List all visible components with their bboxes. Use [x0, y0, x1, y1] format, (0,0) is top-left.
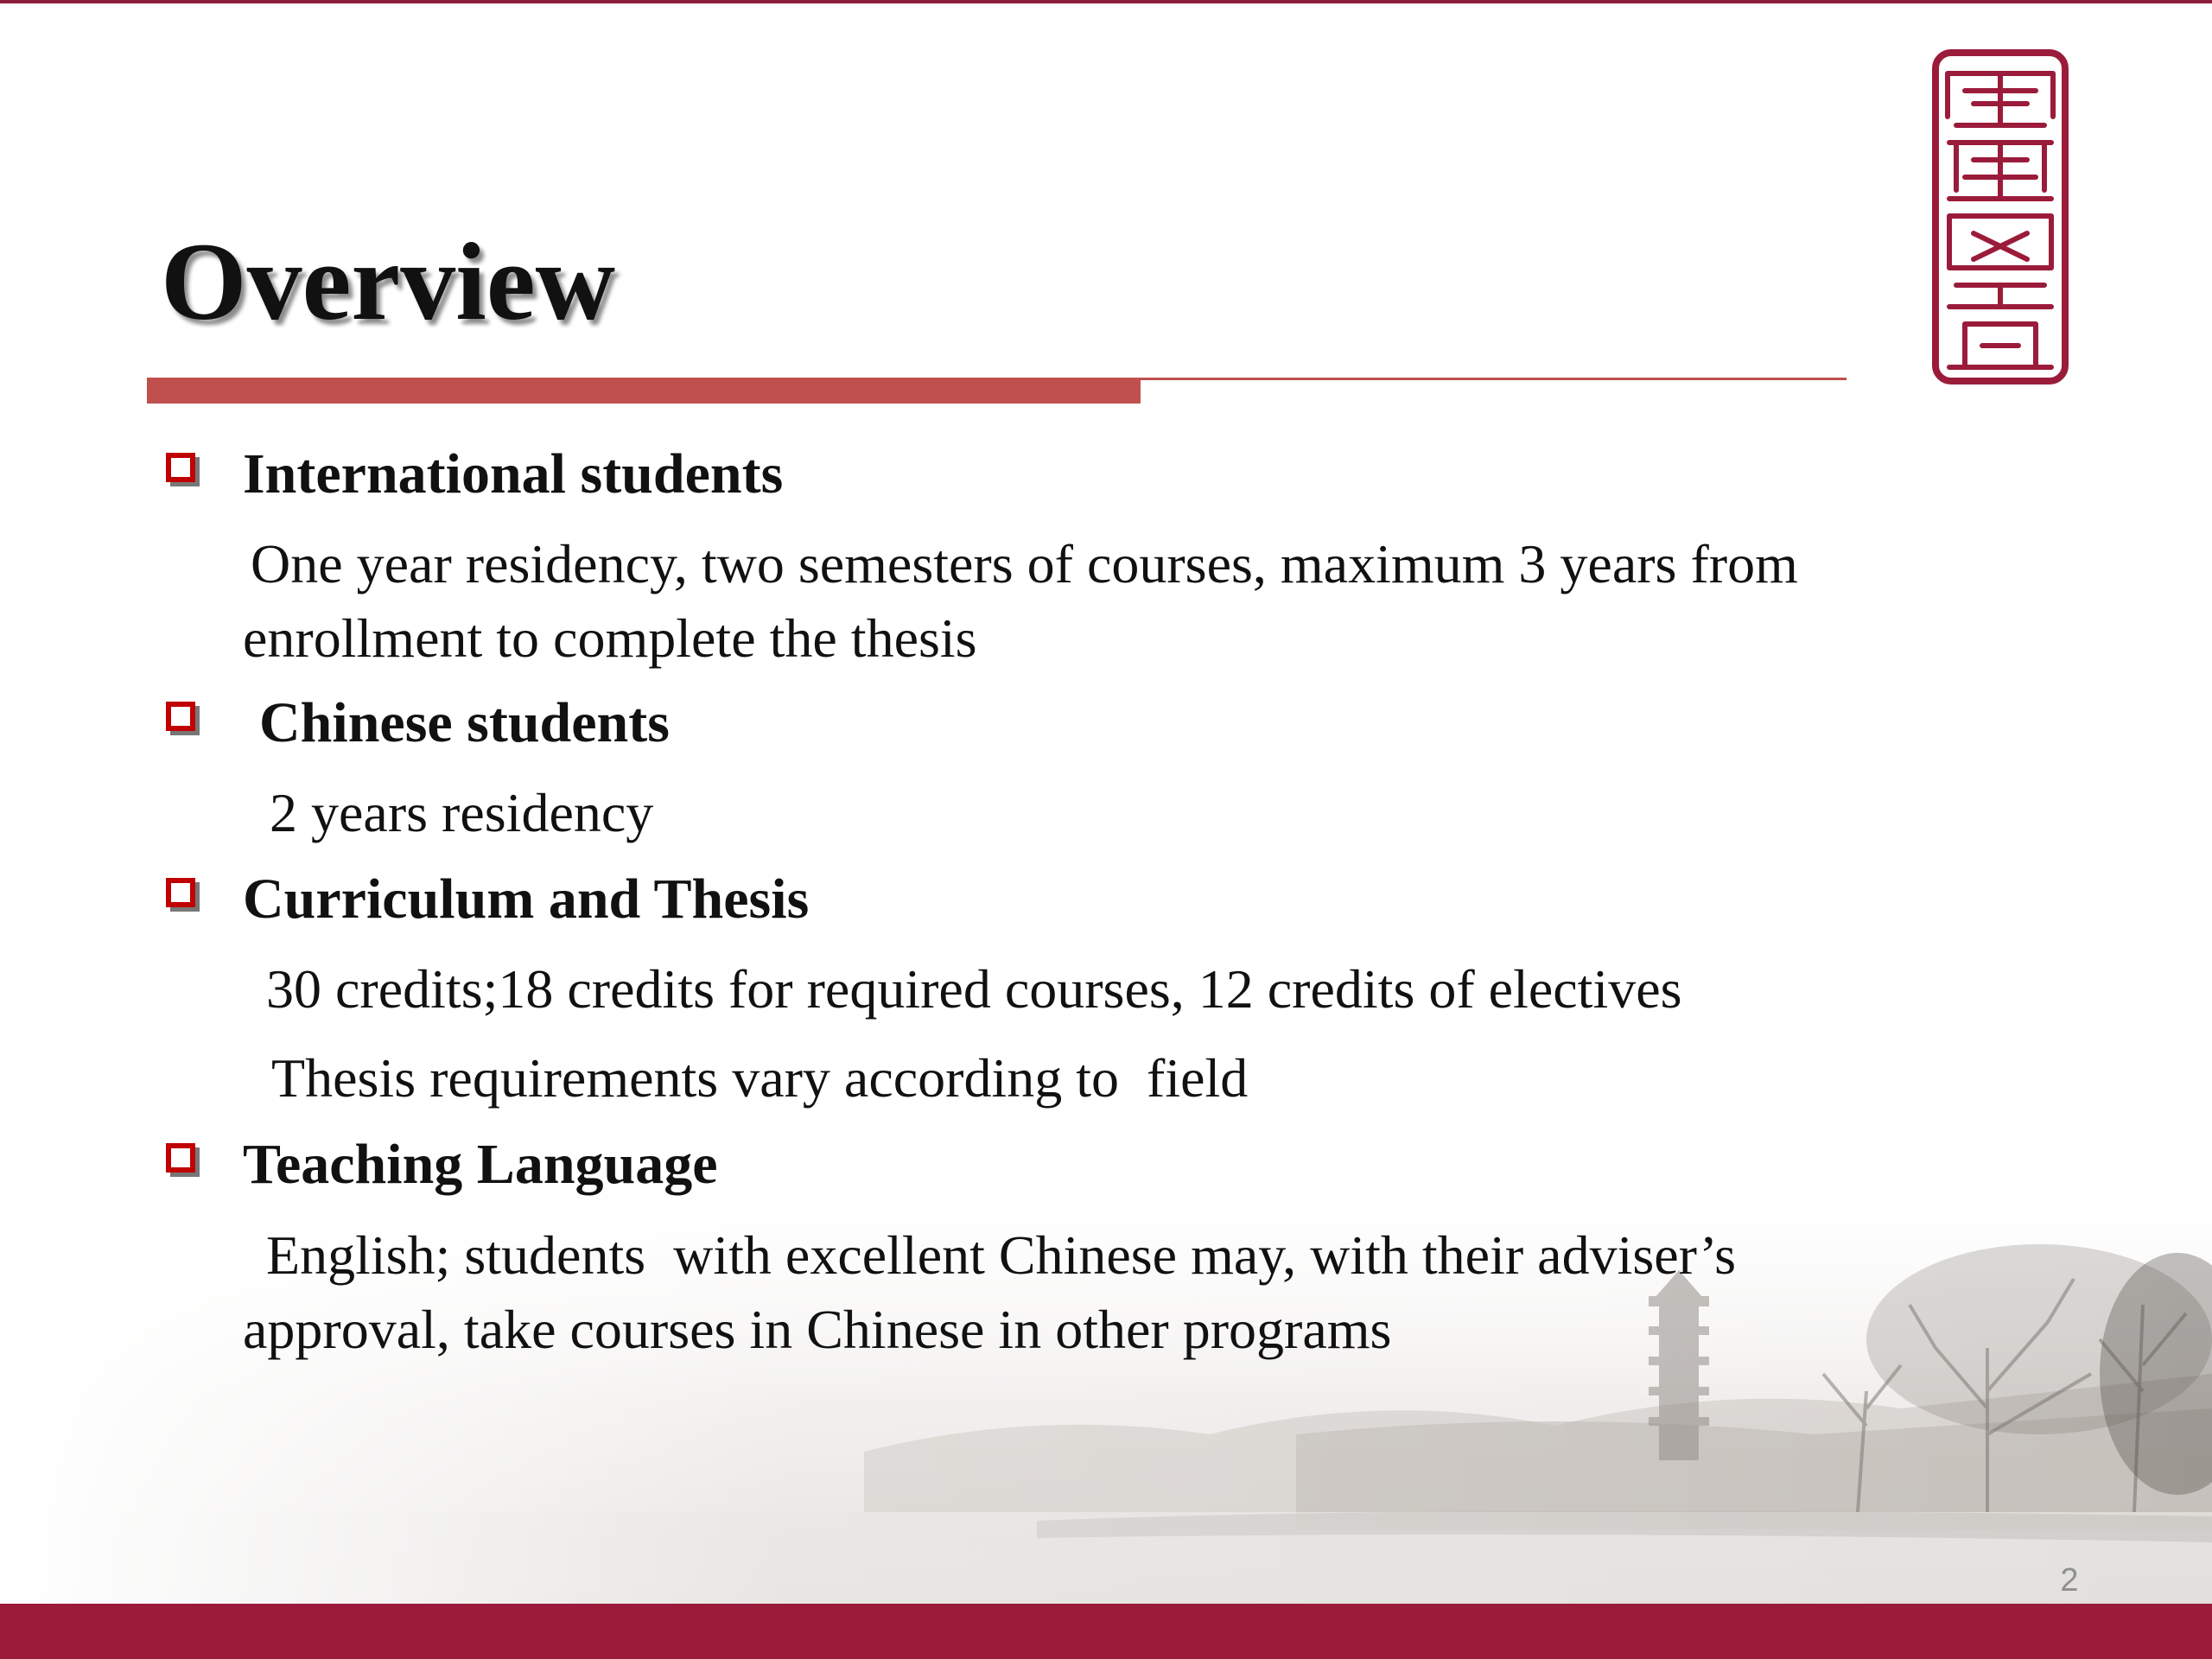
slide-title: Overview [161, 220, 615, 343]
section-text-line: Thesis requirements vary according to field [271, 1047, 1249, 1109]
section-text-line: One year residency, two semesters of courses, maximum 3 years from [251, 533, 1798, 594]
section-text-line: 30 credits;18 credits for required courses, 12 credits of electives [266, 958, 1682, 1020]
section-text-line: 2 years residency [270, 782, 654, 843]
hollow-square-bullet-icon [166, 878, 195, 907]
page-number: 2 [2060, 1562, 2079, 1599]
section-heading-teaching-language: Teaching Language [243, 1133, 718, 1196]
section-text-line: approval, take courses in Chinese in other programs [243, 1299, 1392, 1360]
hollow-square-bullet-icon [166, 1143, 195, 1173]
section-text-line: enrollment to complete the thesis [243, 607, 977, 669]
section-text-line: English; students with excellent Chinese may, with their adviser’s [266, 1224, 1737, 1286]
hollow-square-bullet-icon [166, 453, 195, 482]
bottom-band [0, 1604, 2212, 1659]
section-heading-curriculum: Curriculum and Thesis [243, 868, 810, 931]
hollow-square-bullet-icon [166, 702, 195, 731]
section-heading-chinese: Chinese students [259, 691, 670, 754]
section-heading-international: International students [243, 442, 784, 505]
